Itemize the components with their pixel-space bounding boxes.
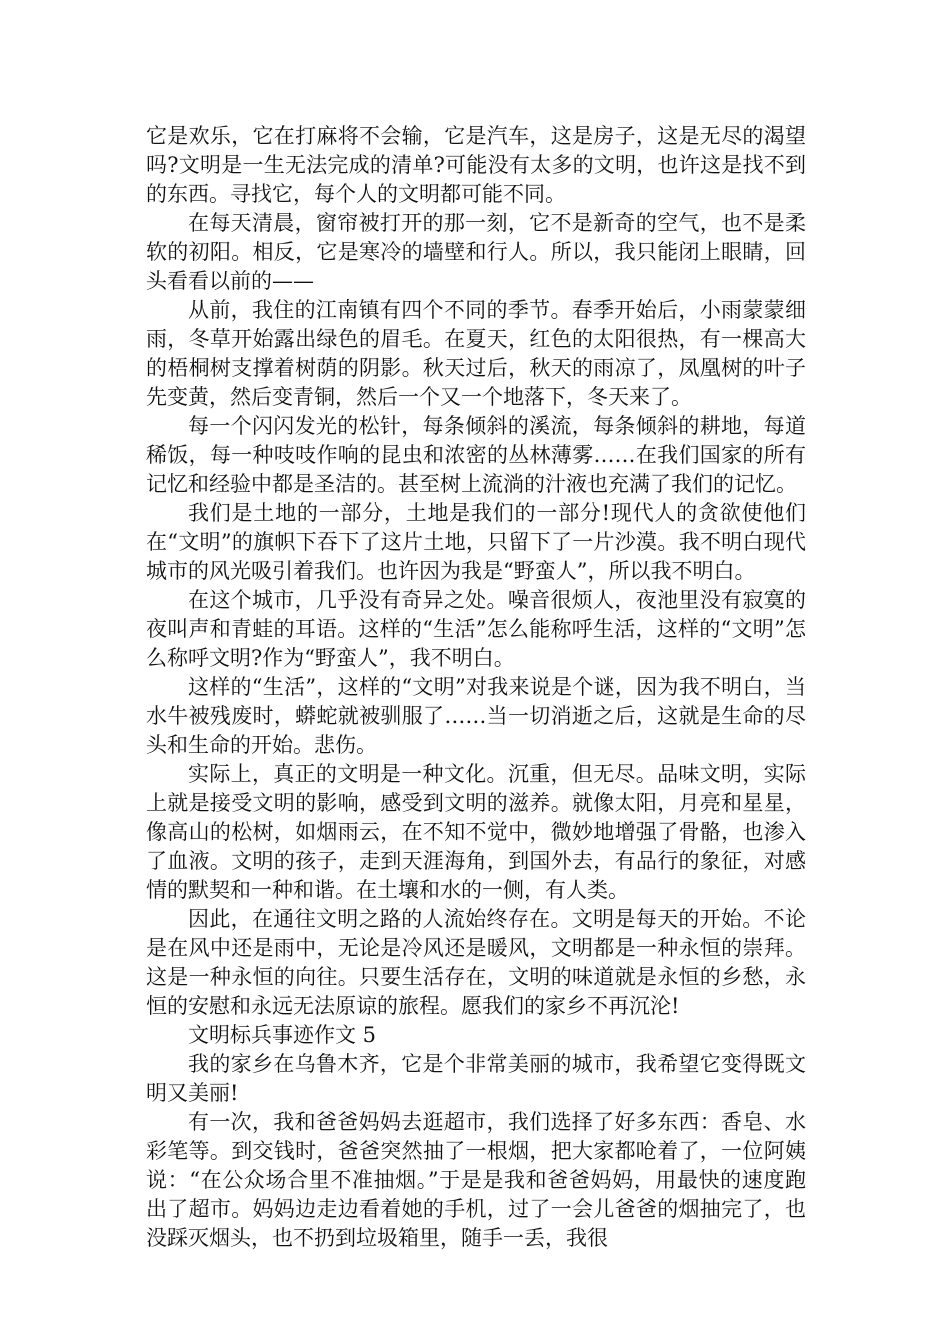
paragraph: 这样的“生活”，这样的“文明”对我来说是个谜，因为我不明白，当水牛被残废时，蟒蛇就被驯服了……当一切消逝之后，这就是生命的尽头和生命的开始。悲伤。	[146, 675, 806, 757]
paragraph: 实际上，真正的文明是一种文化。沉重，但无尽。品味文明，实际上就是接受文明的影响，感受到文明的滋养。就像太阳，月亮和星星，像高山的松树，如烟雨云，在不知不觉中，微妙地增强了骨骼，也渗入了血液。文明的孩子，走到天涯海角，到国外去，有品行的象征，对感情的默契和一种和谐。在土壤和水的一侧，有人类。	[146, 762, 806, 902]
paragraph: 因此，在通往文明之路的人流始终存在。文明是每天的开始。不论是在风中还是雨中，无论是冷风还是暖风，文明都是一种永恒的崇拜。这是一种永恒的向往。只要生活存在，文明的味道就是永恒的乡愁，永恒的安慰和永远无法原谅的旅程。愿我们的家乡不再沉沦!	[146, 907, 806, 1018]
paragraph: 在每天清晨，窗帘被打开的那一刻，它不是新奇的空气，也不是柔软的初阳。相反，它是寒冷的墙壁和行人。所以，我只能闭上眼睛，回头看看以前的——	[146, 211, 806, 293]
paragraph: 它是欢乐，它在打麻将不会输，它是汽车，这是房子，这是无尽的渴望吗?文明是一生无法完成的清单?可能没有太多的文明，也许这是找不到的东西。寻找它，每个人的文明都可能不同。	[146, 124, 806, 206]
section-heading: 文明标兵事迹作文 5	[188, 1023, 377, 1047]
paragraph: 在这个城市，几乎没有奇异之处。噪音很烦人，夜池里没有寂寞的夜叫声和青蛙的耳语。这样的“生活”怎么能称呼生活，这样的“文明”怎么称呼文明?作为“野蛮人”，我不明白。	[146, 588, 806, 670]
paragraph: 我们是土地的一部分，土地是我们的一部分!现代人的贪欲使他们在“文明”的旗帜下吞下了这片土地，只留下了一片沙漠。我不明白现代城市的风光吸引着我们。也许因为我是“野蛮人”，所以我不明白。	[146, 501, 806, 583]
document-page	[146, 122, 806, 1253]
paragraph: 每一个闪闪发光的松针，每条倾斜的溪流，每条倾斜的耕地，每道稀饭，每一种吱吱作响的昆虫和浓密的丛林薄雾……在我们国家的所有记忆和经验中都是圣洁的。甚至树上流淌的汁液也充满了我们的记忆。	[146, 414, 806, 496]
paragraph: 我的家乡在乌鲁木齐，它是个非常美丽的城市，我希望它变得既文明又美丽!	[146, 1052, 806, 1105]
paragraph: 从前，我住的江南镇有四个不同的季节。春季开始后，小雨蒙蒙细雨，冬草开始露出绿色的眉毛。在夏天，红色的太阳很热，有一棵高大的梧桐树支撑着树荫的阴影。秋天过后，秋天的雨凉了，凤凰树的叶子先变黄，然后变青铜，然后一个又一个地落下，冬天来了。	[146, 298, 806, 409]
paragraph: 有一次，我和爸爸妈妈去逛超市，我们选择了好多东西：香皂、水彩笔等。到交钱时，爸爸突然抽了一根烟，把大家都呛着了，一位阿姨说：“在公众场合里不准抽烟。”于是是我和爸爸妈妈，用最快的速度跑出了超市。妈妈边走边看着她的手机，过了一会儿爸爸的烟抽完了，也没踩灭烟头，也不扔到垃圾箱里，随手一丢，我很	[146, 1110, 806, 1250]
